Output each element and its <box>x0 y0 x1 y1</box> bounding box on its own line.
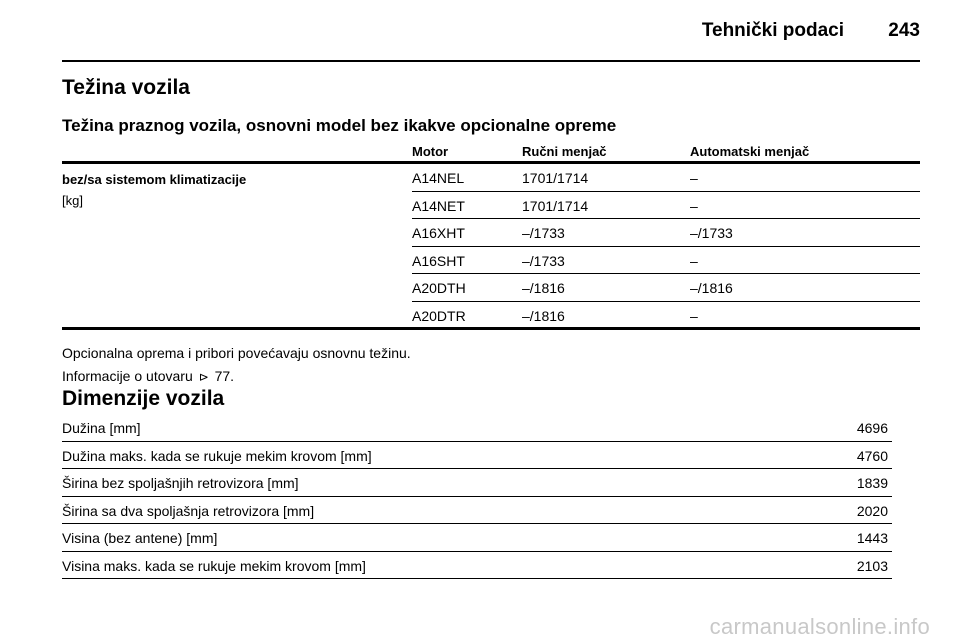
note-optional-equipment: Opcionalna oprema i pribori povećavaju osnovnu težinu. <box>62 345 411 361</box>
cell-auto: – <box>690 197 698 214</box>
table-row <box>62 469 892 497</box>
table-row <box>412 302 920 330</box>
table-row <box>62 414 892 442</box>
cell-auto: –/1733 <box>690 225 733 241</box>
dimensions-table <box>62 414 892 579</box>
page-number: 243 <box>888 20 920 41</box>
cell-motor: A20DTR <box>412 307 466 324</box>
table-row <box>412 274 920 302</box>
weight-rows <box>412 164 920 329</box>
section-title-dimensions: Dimenzije vozila <box>62 387 225 410</box>
cell-manual: 1701/1714 <box>522 170 589 186</box>
dim-value: 2020 <box>856 502 888 519</box>
table-row <box>412 164 920 192</box>
col-header-motor: Motor <box>412 144 449 159</box>
cell-auto: –/1816 <box>690 280 733 296</box>
weight-table <box>62 140 920 330</box>
row-label <box>62 172 246 208</box>
header-rule <box>62 60 920 62</box>
cell-auto: – <box>690 252 698 269</box>
weight-table-body <box>62 164 920 330</box>
cell-manual: –/1733 <box>522 252 565 269</box>
cell-auto: – <box>690 170 698 186</box>
cell-manual: 1701/1714 <box>522 197 589 214</box>
dim-value: 1443 <box>856 530 888 546</box>
col-header-manual: Ručni menjač <box>522 144 607 159</box>
table-row <box>412 219 920 247</box>
dim-label: Dužina maks. kada se rukuje mekim krovom [mm] <box>62 447 372 464</box>
col-header-auto: Automatski menjač <box>690 144 810 159</box>
cell-motor: A20DTH <box>412 280 466 296</box>
dim-value: 4696 <box>856 420 888 436</box>
dim-value: 4760 <box>856 447 888 464</box>
note-loading-info <box>62 368 234 384</box>
reference-arrow-icon: ⊳ <box>198 370 209 384</box>
dim-label: Širina bez spoljašnjih retrovizora [mm] <box>62 475 299 491</box>
table-row <box>62 524 892 552</box>
cell-manual: –/1816 <box>522 280 565 296</box>
weight-table-header <box>62 140 920 164</box>
note-loading-text: Informacije o utovaru <box>62 368 193 384</box>
dim-value: 2103 <box>856 557 888 574</box>
dim-label: Dužina [mm] <box>62 420 141 436</box>
cell-manual: –/1816 <box>522 307 565 324</box>
cell-motor: A16SHT <box>412 252 465 269</box>
cell-motor: A16XHT <box>412 225 465 241</box>
dim-value: 1839 <box>856 475 888 491</box>
cell-manual: –/1733 <box>522 225 565 241</box>
section-subtitle-weight: Težina praznog vozila, osnovni model bez ikakve opcionalne opreme <box>62 116 617 135</box>
dim-label: Visina (bez antene) [mm] <box>62 530 218 546</box>
cell-auto: – <box>690 307 698 324</box>
cell-motor: A14NEL <box>412 170 465 186</box>
section-title-weight: Težina vozila <box>62 76 190 99</box>
table-row <box>412 192 920 220</box>
dim-label: Visina maks. kada se rukuje mekim krovom [mm] <box>62 557 366 574</box>
page-header <box>62 18 920 60</box>
row-label-text: bez/sa sistemom klimatizacije <box>62 172 247 187</box>
table-row <box>62 497 892 525</box>
table-row <box>412 247 920 275</box>
note-loading-ref[interactable]: 77. <box>214 368 235 384</box>
row-label-unit: [kg] <box>62 193 83 208</box>
table-row <box>62 552 892 580</box>
header-title: Tehnički podaci <box>701 20 844 41</box>
dim-label: Širina sa dva spoljašnja retrovizora [mm] <box>62 502 315 519</box>
watermark: carmanualsonline.info <box>709 614 930 639</box>
cell-motor: A14NET <box>412 197 465 214</box>
table-row <box>62 442 892 470</box>
